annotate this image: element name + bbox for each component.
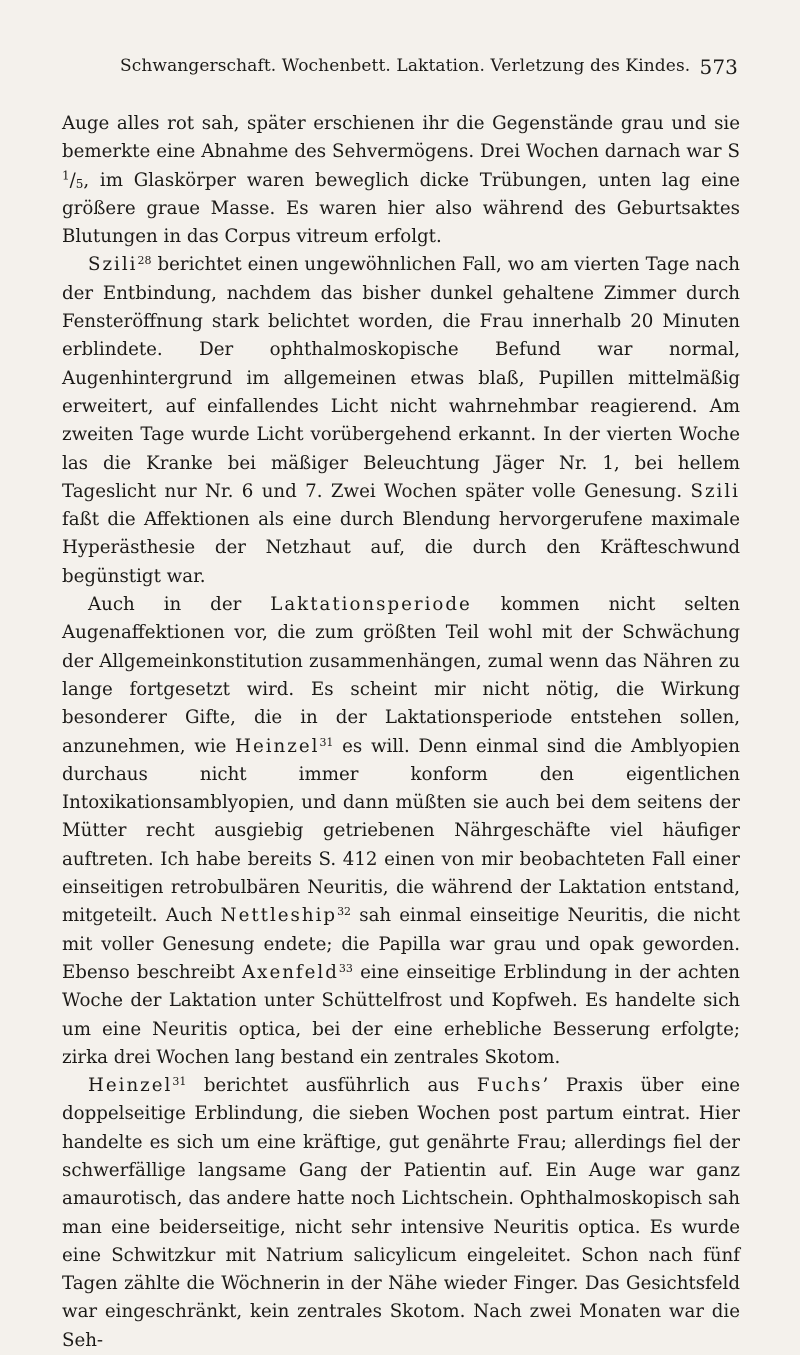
reference-number: 28 [137,254,152,268]
paragraph [62,251,740,591]
author-name: Axenfeld [242,961,339,983]
reference-number: 31 [172,1075,187,1089]
author-name: Nettleship [220,905,338,927]
author-name: Heinzel [88,1075,173,1097]
author-name: Szili [88,254,138,276]
text-run: berichtet einen ungewöhnlichen Fall, wo am vierten Tage nach der Entbindung, nachdem das bisher dunkel gehaltene Zimmer durch Fensteröffnung stark belichtet worden, die Frau innerhalb 20 Minuten erblindete. Der ophthalmoskopische Befund war normal, Augenhintergrund im allgemeinen etwas blaß, Pupillen mittelmäßig erweitert, auf einfallendes Licht nicht wahrnehmbar reagierend. Am zweiten Tage wurde Licht vorübergehend erkannt. In der vierten Woche las die Kranke bei mäßiger Beleuchtung Jäger Nr. 1, bei hellem Tageslicht nur Nr. 6 und 7. Zwei Wochen später volle Genesung. [62,254,740,502]
author-name: Fuchs [476,1075,543,1097]
fraction: $^1/_5$ [62,168,84,191]
page-number: 573 [699,55,738,79]
text-run: faßt die Affektionen als eine durch Blendung hervorgerufene maximale Hyperästhesie der Netzhaut auf, die durch den Kräfteschwund begünstigt war. [62,509,740,587]
author-name: Heinzel [235,735,320,757]
paragraph [62,591,740,1072]
text-run: Auge alles rot sah, später erschienen ihr die Gegenstände grau und sie bemerkte eine Abnahme des Sehvermögens. Drei Wochen darnach war S [62,113,740,163]
fraction-denominator: 5 [75,176,84,191]
running-title: Schwangerschaft. Wochenbett. Laktation. Verletzung des Kindes. [120,56,691,76]
author-name: Szili [690,480,740,502]
text-run: sah einmal einseitige Neuritis, die nicht mit voller Genesung endete; die Papilla war grau und opak geworden. Ebenso beschreibt [62,905,741,983]
reference-number: 33 [338,961,353,975]
fraction-numerator: 1 [62,168,70,182]
text-run: eine einseitige Erblindung in der achten Woche der Laktation unter Schüttelfrost und Kopfweh. Es handelte sich um eine Neuritis optica, bei der eine erhebliche Besserung erfolgte; zirka drei Wochen lang bestand ein zentrales Skotom. [62,961,740,1068]
author-name: Laktationsperiode [270,594,472,616]
text-run: , im Glaskörper waren beweglich dicke Trübungen, unten lag eine größere graue Masse. Es waren hier also während des Geburtsaktes Blutungen in das Corpus vitreum erfolgt. [62,169,740,248]
reference-number: 31 [319,735,334,749]
text-run: Auch in der [88,594,271,616]
paragraph [62,110,740,251]
body-text [62,110,740,1355]
paragraph [62,1072,740,1355]
text-run: ’ Praxis über eine doppelseitige Erblindung, die sieben Wochen post partum eintrat. Hier handelte es sich um eine kräftige, gut genährte Frau; allerdings fiel der schwerfällige langsame Gang der Patientin auf. Ein Auge war ganz amaurotisch, das andere hatte noch Lichtschein. Ophthalmoskopisch sah man eine beiderseitige, nicht sehr intensive Neuritis optica. Es wurde eine Schwitzkur mit Natrium salicylicum eingeleitet. Schon nach fünf Tagen zählte die Wöchnerin in der Nähe wieder Finger. Das Gesichtsfeld war eingeschränkt, kein zentrales Skotom. Nach zwei Monaten war die Seh- [62,1075,740,1351]
text-run: es will. Denn einmal sind die Amblyopien durchaus nicht immer konform den eigentlichen Intoxikationsamblyopien, und dann müßten sie auch bei dem seitens der Mütter recht ausgiebig getriebenen Nährgeschäfte viel häufiger auftreten. Ich habe bereits S. 412 einen von mir beobachteten Fall einer einseitigen retrobulbären Neuritis, die während der Laktation entstand, mitgeteilt. Auch [62,735,740,927]
running-header [120,56,738,80]
text-run: berichtet ausführlich aus [186,1075,477,1097]
reference-number: 32 [337,905,352,919]
text-run: kommen nicht selten Augenaffektionen vor, die zum größten Teil wohl mit der Schwächung der Allgemeinkonstitution zusammenhängen, zumal wenn das Nähren zu lange fortgesetzt wird. Es scheint mir nicht nötig, die Wirkung besonderer Gifte, die in der Laktationsperiode entstehen sollen, anzunehmen, wie [62,594,740,757]
